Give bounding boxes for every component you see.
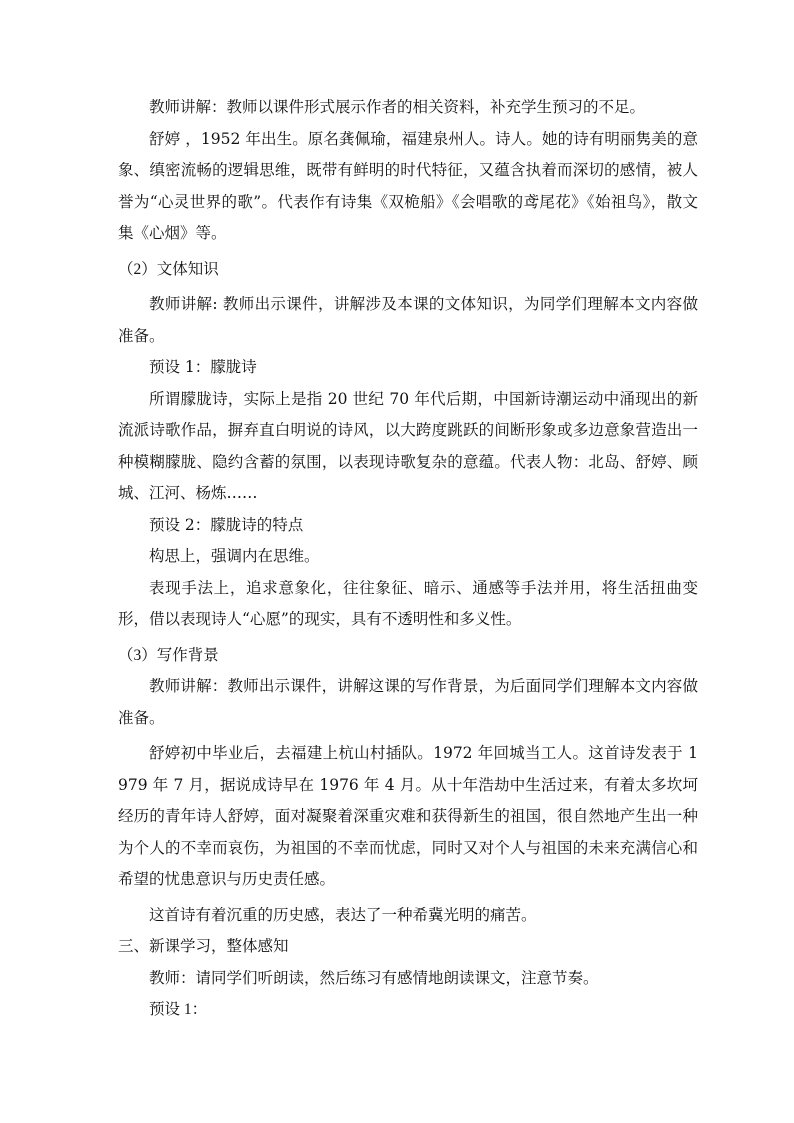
writing-background: 舒婷初中毕业后，去福建上杭山村插队。1972 年回城当工人。这首诗发表于 1979 年 7 月，据说成诗早在 1976 年 4 月。从十年浩劫中生活过来，有着太多坎坷经历的青年诗人舒婷，面对凝聚着深重灾难和获得新生的祖国，很自然地产生出一种为个人的不幸而哀伤，为祖国的不幸而忧虑，同时又对个人与祖国的未来充满信心和希望的忧患意识与历史责任感。: [118, 744, 698, 888]
section-heading-genre: （2）文体知识: [118, 260, 219, 278]
feature-conception: 构思上，强调内在思维。: [149, 547, 320, 565]
section-heading-new-lesson: 三、新课学习，整体感知: [118, 938, 289, 955]
misty-poetry-definition: 所谓朦胧诗，实际上是指 20 世纪 70 年代后期，中国新诗潮运动中涌现出的新流派诗歌作品，摒弃直白明说的诗风，以大跨度跳跃的间断形象或多边意象营造出一种模糊朦胧、隐约含蓄的氛围，以表现诗歌复杂的意蕴。代表人物：北岛、舒婷、顾城、江河、杨炼……: [118, 389, 698, 502]
teacher-reading-instruction: 教师：请同学们听朗读，然后练习有感情地朗读课文，注意节奏。: [149, 969, 599, 987]
preset-1-title: 预设 1：朦胧诗: [149, 358, 257, 376]
preset-2-title: 预设 2：朦胧诗的特点: [149, 515, 304, 534]
section-heading-background: （3）写作背景: [118, 646, 219, 664]
feature-technique: 表现手法上，追求意象化，往往象征、暗示、通感等手法并用，将生活扭曲变形，借以表现诗人“心愿”的现实，具有不透明性和多义性。: [118, 578, 698, 628]
teacher-explanation-author: 教师讲解：教师以课件形式展示作者的相关资料，补充学生预习的不足。: [149, 99, 646, 116]
teacher-explanation-genre: 教师讲解: 教师出示课件，讲解涉及本课的文体知识，为同学们理解本文内容做准备。: [118, 295, 698, 345]
author-introduction: 舒婷 ，1952 年出生。原名龚佩瑜，福建泉州人。诗人。她的诗有明丽隽美的意象、缜密流畅的逻辑思维，既带有鲜明的时代特征，又蕴含执着而深切的感情，被人誉为“心灵世界的歌”。代表作有诗集《双桅船》《会唱歌的鸢尾花》《始祖鸟》，散文集《心烟》等。: [118, 129, 698, 242]
document-body: [118, 92, 698, 1026]
preset-1-reading: 预设 1：: [149, 1001, 208, 1018]
teacher-explanation-background: 教师讲解：教师出示课件，讲解这课的写作背景，为后面同学们理解本文内容做准备。: [118, 678, 698, 727]
poem-summary: 这首诗有着沉重的历史感，表达了一种希冀光明的痛苦。: [149, 905, 537, 924]
